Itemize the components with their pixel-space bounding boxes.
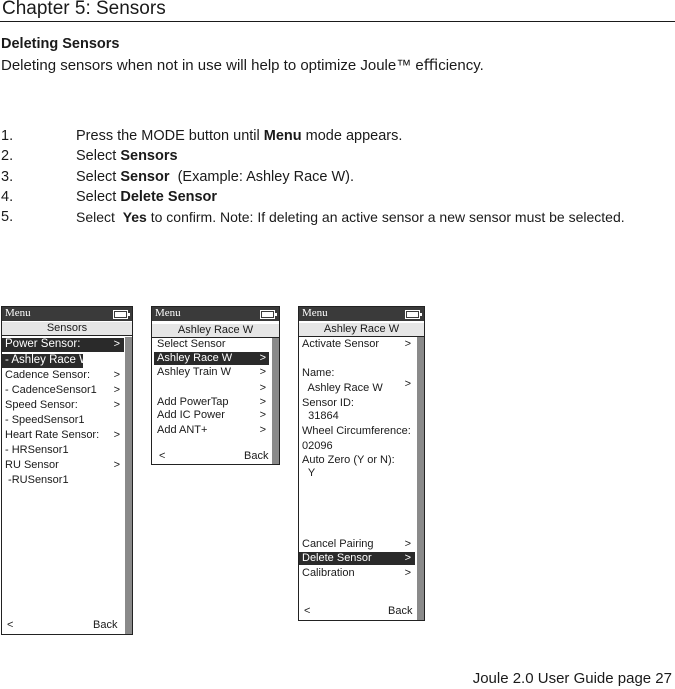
back-button[interactable]: Back (93, 619, 118, 631)
chevron-right-icon: > (113, 459, 120, 471)
step-keyword: Sensors (120, 148, 178, 164)
back-button[interactable]: Back (244, 450, 269, 462)
step-keyword: Yes (122, 209, 147, 225)
back-arrow-icon[interactable]: < (7, 619, 14, 631)
battery-icon (405, 310, 420, 319)
field-value: 31864 (302, 410, 339, 422)
chevron-right-icon: > (404, 338, 411, 350)
list-item-selected[interactable]: - Ashley Race W (2, 354, 83, 368)
back-arrow-icon[interactable]: < (304, 605, 311, 617)
field-value: Y (302, 467, 316, 479)
device-screen-sensor-detail (298, 306, 425, 621)
menu-label: Menu (5, 307, 31, 319)
chevron-right-icon: > (113, 338, 120, 350)
list-item[interactable]: Add ANT+ > (157, 424, 266, 436)
battery-icon (260, 310, 275, 319)
page-footer: Joule 2.0 User Guide page 27 (472, 670, 672, 687)
chevron-right-icon: > (404, 567, 411, 579)
list-item[interactable]: -RUSensor1 (5, 474, 69, 486)
chevron-right-icon: > (404, 552, 411, 564)
chevron-right-icon: > (259, 396, 266, 408)
section-description: Deleting sensors when not in use will help to optimize Joule™ eﬃciency. (1, 57, 484, 74)
device-screen-sensor-select (151, 306, 280, 465)
scrollbar[interactable] (125, 337, 132, 634)
step-text: Select (76, 209, 123, 225)
step-text-tail: to conﬁrm. Note: If deleting an active sensor a new sensor must be selected. (146, 209, 625, 225)
step-number: 4. (1, 189, 14, 205)
chevron-right-icon: > (113, 369, 120, 381)
chevron-right-icon: > (404, 538, 411, 550)
list-item[interactable]: RU Sensor > (5, 459, 120, 471)
list-item[interactable]: Activate Sensor > (302, 338, 411, 350)
step-number: 2. (1, 148, 14, 164)
chevron-right-icon: > (259, 409, 266, 421)
menu-label: Menu (302, 307, 328, 319)
back-button[interactable]: Back (388, 605, 413, 617)
device-screen-sensors (1, 306, 133, 635)
field-label: Auto Zero (Y or N): (302, 454, 395, 466)
screen-title: Sensors (2, 322, 132, 336)
menu-bar (152, 307, 279, 321)
field-label: Sensor ID: (302, 397, 354, 409)
step-number: 5. (1, 209, 14, 225)
step-keyword: Delete Sensor (120, 189, 218, 205)
header-divider (0, 21, 675, 22)
scrollbar[interactable] (272, 338, 279, 464)
list-item[interactable]: - SpeedSensor1 (5, 414, 85, 426)
screen-title: Ashley Race W (299, 323, 424, 337)
list-item-selected[interactable]: Ashley Race W > (154, 352, 269, 365)
menu-label: Menu (155, 307, 181, 319)
chevron-right-icon: > (259, 424, 266, 436)
list-item[interactable]: Add IC Power > (157, 409, 266, 421)
step-text: Select (76, 189, 121, 205)
list-item[interactable]: Speed Sensor: > (5, 399, 120, 411)
list-item[interactable] (157, 382, 269, 395)
list-item[interactable]: Heart Rate Sensor: > (5, 429, 120, 441)
chevron-right-icon: > (404, 378, 411, 390)
screen-title: Ashley Race W (152, 324, 279, 338)
step-keyword: Sensor (120, 169, 170, 185)
chevron-right-icon: > (113, 384, 120, 396)
field-value[interactable]: Ashley Race W > (302, 378, 411, 394)
chevron-right-icon: > (259, 366, 266, 378)
step-number: 1. (1, 128, 14, 144)
step-number: 3. (1, 169, 14, 185)
list-item[interactable]: Cancel Pairing > (302, 538, 411, 550)
list-item[interactable]: Cadence Sensor: > (5, 369, 120, 381)
chevron-right-icon: > (259, 382, 266, 394)
section-title: Deleting Sensors (1, 36, 120, 52)
menu-bar (299, 307, 424, 321)
step-text: Select (76, 148, 121, 164)
step-keyword: Menu (263, 128, 302, 144)
field-value: 02096 (302, 440, 333, 452)
chevron-right-icon: > (259, 352, 266, 364)
field-label: Name: (302, 367, 335, 379)
back-arrow-icon[interactable]: < (159, 450, 166, 462)
chevron-right-icon: > (113, 399, 120, 411)
step-text-tail: (Example: Ashley Race W). (169, 169, 355, 185)
list-item-selected[interactable]: Power Sensor: > (2, 338, 124, 352)
list-item[interactable]: Ashley Train W > (157, 366, 266, 378)
step-text: Select (76, 169, 121, 185)
menu-bar (2, 307, 132, 321)
battery-icon (113, 310, 128, 319)
field-label: Wheel Circumference: (302, 425, 411, 437)
step-text: Press the MODE button until (76, 128, 264, 144)
list-item[interactable]: Add PowerTap > (157, 396, 266, 408)
list-item[interactable]: Calibration > (302, 567, 411, 579)
list-item[interactable]: Select Sensor (157, 338, 226, 350)
step-text-tail: mode appears. (301, 128, 403, 144)
list-item-selected[interactable]: Delete Sensor > (299, 552, 415, 565)
chapter-title: Chapter 5: Sensors (2, 0, 166, 19)
list-item[interactable]: - CadenceSensor1 > (5, 384, 120, 396)
list-item[interactable]: - HRSensor1 (5, 444, 69, 456)
scrollbar[interactable] (417, 337, 424, 620)
chevron-right-icon: > (113, 429, 120, 441)
